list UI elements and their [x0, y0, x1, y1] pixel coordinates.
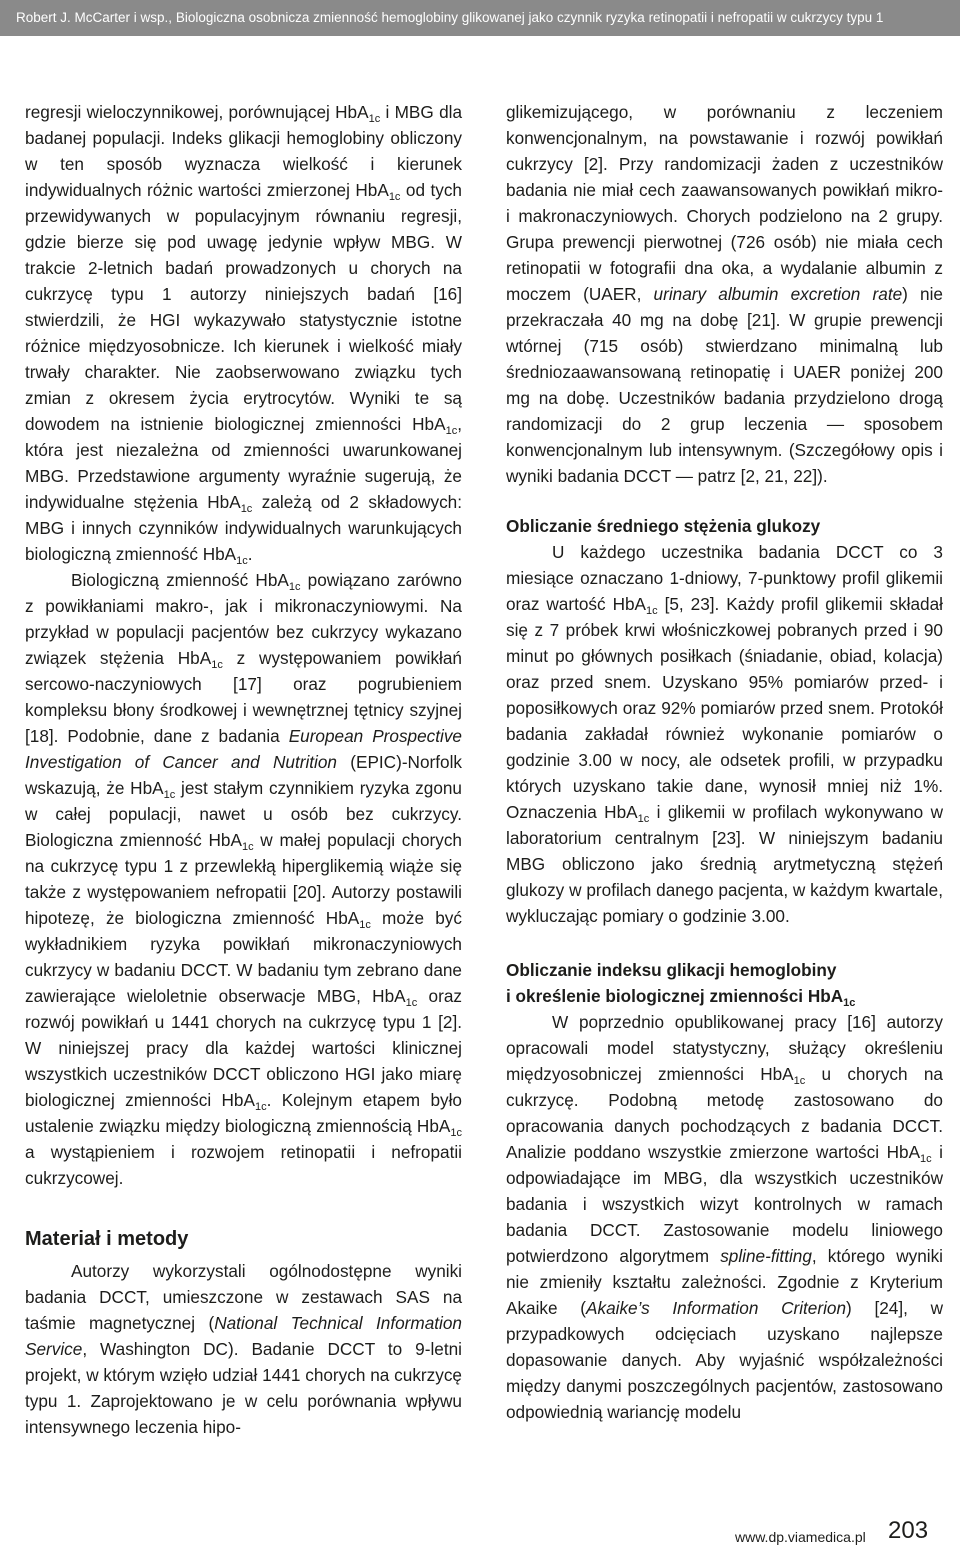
left-paragraph-3: Autorzy wykorzystali ogólnodostępne wyniki badania DCCT, umieszczone w zestawach SAS na taśmie magnetycznej (National Technical Information Service, Washington DC). Badanie DCCT to 9-letni projekt, w którym wzięło udział 1441 chorych na cukrzycę typu 1. Zaprojektowano je w celu porównania wpływu intensywnego leczenia hipo- [25, 1261, 462, 1437]
page-number: 203 [888, 1517, 929, 1544]
footer-url: www.dp.viamedica.pl [735, 1529, 866, 1545]
left-column [25, 99, 462, 1440]
subsection-title-glucose: Obliczanie średniego stężenia glukozy [506, 516, 821, 536]
left-paragraph-1: regresji wieloczynnikowej, porównującej HbA$_{1c}$ i MBG dla badanej populacji. Indeks glikacji hemoglobiny obliczony w ten sposób wyznacza wielkość i kierunek indywidualnych różnic wartości zmierzonej HbA$_{1c}$ od tych przewidywanych w populacyjnym równaniu regresji, gdzie bierze się pod uwagę jedynie wpływ MBG. W trakcie 2-letnich badań prowadzonych u chorych na cukrzycę typu 1 autorzy niniejszych badań [16] stwierdzili, że HGI wykazywało statystycznie istotne różnice międzyosobnicze. Ich kierunek i wielkość miały trwały charakter. Nie zaobserwowano związku tych zmian z okresem życia erytrocytów. Wyniki te są dowodem na istnienie biologicznej zmienności HbA$_{1c}$, która jest niezależna od zmienności uwarunkowanej MBG. Przedstawione argumenty wyraźnie sugerują, że indywidualne stężenia HbA$_{1c}$ zależą od 2 składowych: MBG i innych czynników indywidualnych warunkujących biologiczną zmienność HbA$_{1c}$. [25, 102, 463, 567]
right-paragraph-3: W poprzednio opublikowanej pracy [16] autorzy opracowali model statystyczny, służący określeniu międzyosobniczej zmienności HbA$_{1c}$ u chorych na cukrzycę. Podobną metodę zastosowano do opracowania danych pochodzących z badania DCCT. Analizie poddano wszystkie zmierzone wartości HbA$_{1c}$ i odpowiadające im MBG, dla wszystkich uczestników badania i wszystkich wizyt kontrolnych w ramach badania DCCT. Zastosowanie modelu liniowego potwierdzono algorytmem spline-fitting, którego wyniki nie zmieniły kształtu zależności. Zgodnie z Kryterium Akaike (Akaike’s Information Criterion) [24], w przypadkowych odcięciach uzyskano najlepsze dopasowanie danych. Aby wyjaśnić współzależności między danymi poszczególnych pacjentów, zastosowano odpowiednią wariancję modelu [506, 1012, 944, 1422]
right-paragraph-2: U każdego uczestnika badania DCCT co 3 miesiące oznaczano 1-dniowy, 7-punktowy profil glikemii oraz wartość HbA$_{1c}$ [5, 23]. Każdy profil glikemii składał się z 7 próbek krwi włośniczkowej pobranych przed i 90 minut po głównych posiłkach (śniadanie, obiad, kolacja) oraz przed snem. Uzyskano 95% pomiarów przed- i poposiłkowych oraz 92% pomiarów przed snem. Protokół badania zakładał również wykonanie pomiarów o godzinie 3.00 w nocy, ale odsetek profili, w przypadku których uzyskano takie dane, wynosił mniej niż 1%. Oznaczenia HbA$_{1c}$ i glikemii w profilach wykonywano w laboratorium centralnym [23]. W niniejszym badaniu MBG obliczono jako średnią arytmetyczną stężeń glukozy w profilach danego pacjenta, w każdym kwartale, wykluczając pomiary o godzinie 3.00. [506, 542, 943, 926]
running-header [0, 0, 960, 36]
subsection-title-hgi: Obliczanie indeksu glikacji hemoglobiny i określenie biologicznej zmienności HbA$_{1c}$ [506, 960, 856, 1009]
header-title: Biologiczna osobnicza zmienność hemoglobiny glikowanej jako czynnik ryzyka retinopatii i nefropatii w cukrzycy typu 1 [175, 10, 884, 25]
section-title-methods: Materiał i metody [25, 1228, 189, 1250]
left-paragraph-2: Biologiczną zmienność HbA$_{1c}$ powiązano zarówno z powikłaniami makro-, jak i mikronaczyniowymi. Na przykład w populacji pacjentów bez cukrzycy wykazano związek stężenia HbA$_{1c}$ z występowaniem powikłań sercowo-naczyniowych [17] oraz pogrubieniem kompleksu błony środkowej i wewnętrznej tętnicy szyjnej [18]. Podobnie, dane z badania European Prospective Investigation of Cancer and Nutrition (EPIC)-Norfolk wskazują, że HbA$_{1c}$ jest stałym czynnikiem ryzyka zgonu w całej populacji, nawet u osób bez cukrzycy. Biologiczna zmienność HbA$_{1c}$ w małej populacji chorych na cukrzycę typu 1 z przewlekłą hiperglikemią wiąże się także z występowaniem nefropatii [20]. Autorzy postawili hipotezę, że biologiczna zmienność HbA$_{1c}$ może być wykładnikiem ryzyka powikłań mikronaczyniowych cukrzycy w badaniu DCCT. W badaniu tym zebrano dane zawierające wieloletnie obserwacje MBG, HbA$_{1c}$ oraz rozwój powikłań u 1441 chorych na cukrzycę typu 1 [2]. W niniejszej pracy dla każdej wartości klinicznej wszystkich uczestników DCCT obliczono HGI jako miarę biologicznej zmienności HbA$_{1c}$. Kolejnym etapem było ustalenie związku między biologiczną zmiennością HbA$_{1c}$ a wystąpieniem i rozwojem retinopatii i nefropatii cukrzycowej. [25, 570, 462, 1188]
right-paragraph-1: glikemizującego, w porównaniu z leczeniem konwencjonalnym, na powstawanie i rozwój powikłań cukrzycy [2]. Przy randomizacji żaden z uczestników badania nie miał cech zaawansowanych powikłań mikro- i makronaczyniowych. Chorych podzielono na 2 grupy. Grupa prewencji pierwotnej (726 osób) nie miała cech retinopatii w fotografii dna oka, a wydalanie albumin z moczem (UAER, urinary albumin excretion rate) nie przekraczała 40 mg na dobę [21]. W grupie prewencji wtórnej (715 osób) stwierdzano minimalną lub średniozaawansowaną retinopatię i UAER poniżej 200 mg na dobę. Uczestników badania przydzielono drogą randomizacji do 2 grup leczenia — sposobem konwencjonalnym lub intensywnym. (Szczegółowy opis i wyniki badania DCCT — patrz [2, 21, 22]). [506, 102, 943, 486]
header-author: Robert J. McCarter i wsp. [16, 10, 169, 25]
right-column [506, 99, 943, 1425]
header-separator: , [168, 10, 173, 25]
